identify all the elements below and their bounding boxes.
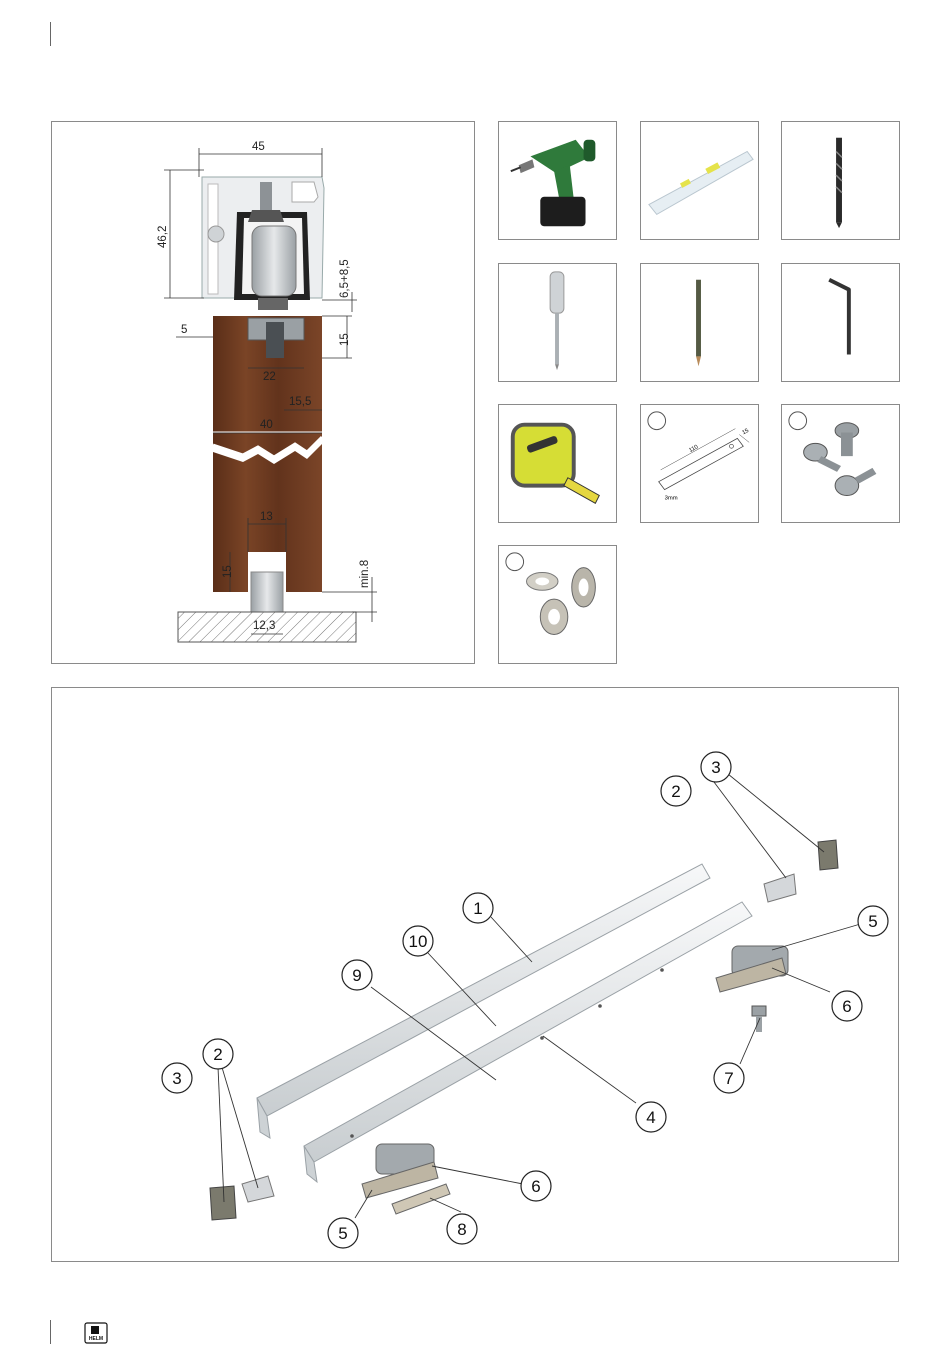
accessory-bolts	[781, 404, 900, 523]
svg-text:3: 3	[172, 1069, 182, 1088]
callout-5-left	[328, 1218, 358, 1248]
plate-length-label: 110	[688, 444, 700, 454]
mounting-plate-drawing	[641, 405, 758, 522]
svg-text:4: 4	[646, 1108, 656, 1127]
dim-profile-height: 46,2	[157, 225, 169, 248]
logo-text: HELM	[88, 1336, 104, 1342]
callouts	[162, 752, 888, 1248]
washers-drawing	[499, 546, 616, 663]
tool-drill	[498, 121, 617, 240]
trolley-left	[362, 1144, 438, 1198]
callout-8	[447, 1214, 477, 1244]
screwdriver-icon	[499, 264, 616, 381]
end-cap-left	[242, 1176, 274, 1202]
accessory-mounting-plate	[640, 404, 759, 523]
callout-4	[636, 1102, 666, 1132]
callout-2-right	[661, 776, 691, 806]
dim-setback: 5	[181, 324, 188, 336]
margin-mark-bottom	[50, 1320, 51, 1344]
exploded-view-panel	[51, 687, 899, 1262]
callout-2-left	[203, 1039, 233, 1069]
dim-door-thickness: 40	[260, 419, 273, 431]
svg-text:9: 9	[352, 966, 362, 985]
end-cap-right	[764, 874, 796, 902]
drill-icon	[499, 122, 616, 239]
dim-screw-offset: 15,5	[289, 396, 312, 408]
bolts-drawing	[782, 405, 899, 522]
svg-text:7: 7	[724, 1069, 734, 1088]
callout-9	[342, 960, 372, 990]
svg-text:3: 3	[711, 758, 721, 777]
helm-logo	[84, 1322, 108, 1344]
svg-text:6: 6	[531, 1177, 541, 1196]
trolley-right	[716, 946, 788, 992]
accessory-washers	[498, 545, 617, 664]
svg-text:2: 2	[213, 1045, 223, 1064]
tool-screwdriver	[498, 263, 617, 382]
exploded-view-drawing	[52, 688, 900, 1263]
cross-section-panel	[51, 121, 475, 664]
callout-3-left	[162, 1063, 192, 1093]
callout-6-left	[521, 1171, 551, 1201]
svg-text:10: 10	[408, 932, 428, 951]
callout-6-right	[832, 991, 862, 1021]
callout-3-right	[701, 752, 731, 782]
track-profile	[202, 177, 324, 310]
callout-10	[403, 926, 433, 956]
tool-spirit-level	[640, 121, 759, 240]
dim-guide-depth: 15	[222, 565, 234, 578]
pencil-icon	[641, 264, 758, 381]
svg-text:5: 5	[868, 912, 878, 931]
dim-floor-gap: min.8	[359, 559, 371, 588]
drill-bit-icon	[782, 122, 899, 239]
plate-width-label: 15	[741, 427, 750, 437]
svg-text:8: 8	[457, 1220, 467, 1239]
svg-text:5: 5	[338, 1224, 348, 1243]
hex-key-icon	[782, 264, 899, 381]
plate-thickness-label: 3mm	[664, 495, 678, 502]
stopper-left	[210, 1186, 236, 1220]
cross-section-drawing	[52, 122, 476, 665]
dim-plate-width: 22	[263, 371, 276, 383]
callout-7	[714, 1063, 744, 1093]
svg-text:2: 2	[671, 782, 681, 801]
dim-clearance: 6,5+8,5	[339, 259, 351, 298]
spirit-level-icon	[641, 122, 758, 239]
tool-pencil	[640, 263, 759, 382]
tape-measure-icon	[499, 405, 616, 522]
svg-text:6: 6	[842, 997, 852, 1016]
svg-text:1: 1	[473, 899, 483, 918]
hanger-bolt	[752, 1006, 766, 1032]
tool-drill-bit	[781, 121, 900, 240]
dim-groove-depth: 15	[339, 333, 351, 346]
margin-mark-top	[50, 22, 51, 46]
dim-guide-pin: 12,3	[253, 620, 276, 632]
callout-1	[463, 893, 493, 923]
dim-profile-width: 45	[252, 141, 265, 153]
dim-guide-width: 13	[260, 511, 273, 523]
callout-5-right	[858, 906, 888, 936]
stopper-right	[818, 840, 838, 870]
tool-tape-measure	[498, 404, 617, 523]
tool-hex-key	[781, 263, 900, 382]
